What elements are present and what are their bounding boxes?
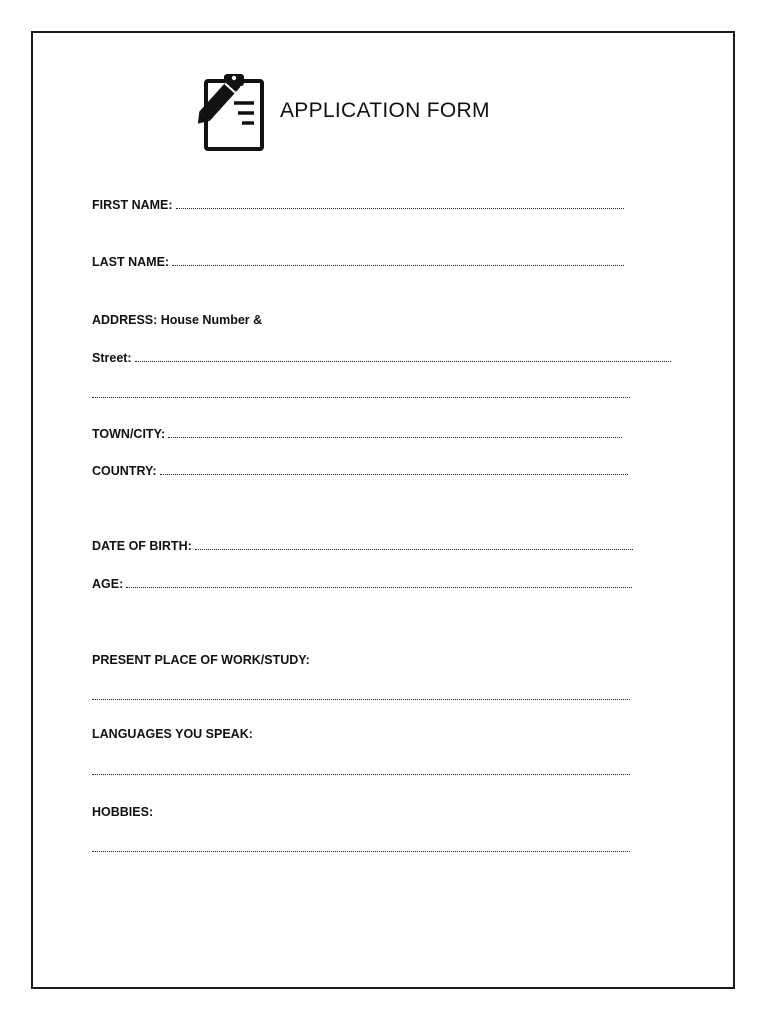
country-field[interactable]: [92, 463, 628, 479]
age-line[interactable]: [126, 577, 632, 588]
address-extra-field[interactable]: [92, 387, 630, 398]
first-name-label: FIRST NAME:: [92, 198, 173, 212]
street-line[interactable]: [135, 351, 671, 362]
form-title: APPLICATION FORM: [280, 99, 490, 122]
date-of-birth-field[interactable]: [92, 538, 633, 554]
languages-line[interactable]: [92, 764, 630, 775]
present-place-label: PRESENT PLACE OF WORK/STUDY:: [92, 653, 310, 667]
town-city-field[interactable]: [92, 426, 622, 442]
languages-label: LANGUAGES YOU SPEAK:: [92, 727, 253, 741]
address-extra-line[interactable]: [92, 387, 630, 398]
form-header: [188, 71, 608, 155]
age-label: AGE:: [92, 577, 124, 591]
last-name-line[interactable]: [172, 255, 624, 266]
hobbies-label-row: [92, 804, 153, 820]
last-name-label: LAST NAME:: [92, 255, 170, 269]
clipboard-pencil-icon: [188, 71, 268, 155]
address-label: ADDRESS: House Number &: [92, 313, 263, 327]
street-label: Street:: [92, 351, 132, 365]
age-field[interactable]: [92, 576, 632, 592]
first-name-field[interactable]: [92, 197, 624, 213]
date-of-birth-label: DATE OF BIRTH:: [92, 539, 192, 553]
hobbies-label: HOBBIES:: [92, 805, 154, 819]
languages-field[interactable]: [92, 764, 630, 775]
first-name-line[interactable]: [176, 198, 624, 209]
town-city-line[interactable]: [168, 427, 622, 438]
form-page: [31, 31, 735, 989]
country-line[interactable]: [160, 464, 628, 475]
last-name-field[interactable]: [92, 254, 624, 270]
present-place-label-row: [92, 652, 310, 668]
hobbies-line[interactable]: [92, 841, 630, 852]
address-label-row: [92, 312, 262, 328]
date-of-birth-line[interactable]: [195, 539, 633, 550]
present-place-field[interactable]: [92, 689, 630, 700]
town-city-label: TOWN/CITY:: [92, 427, 166, 441]
hobbies-field[interactable]: [92, 841, 630, 852]
languages-label-row: [92, 726, 253, 742]
street-field[interactable]: [92, 350, 671, 366]
present-place-line[interactable]: [92, 689, 630, 700]
country-label: COUNTRY:: [92, 464, 157, 478]
